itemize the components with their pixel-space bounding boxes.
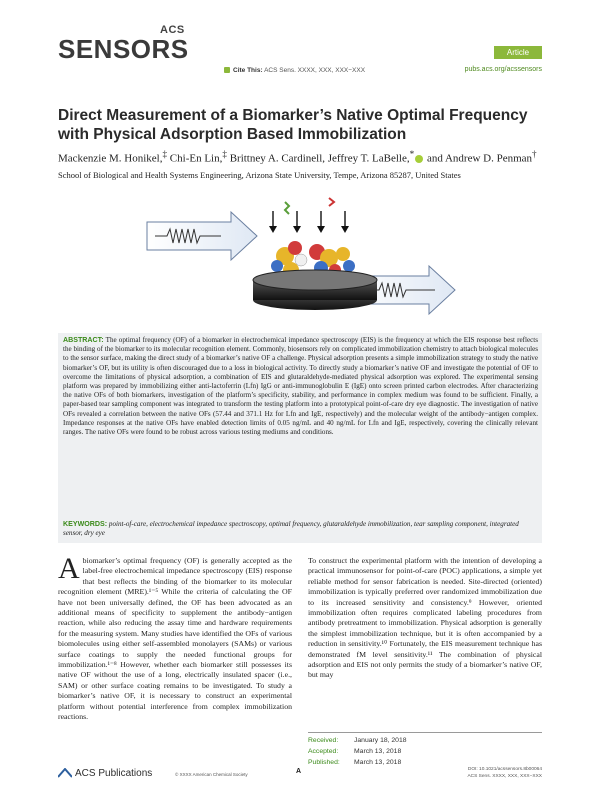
doi-block [467, 767, 542, 780]
author-mark: † [532, 149, 537, 159]
cite-this[interactable] [224, 67, 365, 74]
abstract-label: ABSTRACT: [63, 336, 104, 344]
author-name[interactable]: Mackenzie M. Honikel, [58, 152, 163, 165]
date-label: Published: [308, 759, 340, 766]
cite-text: ACS Sens. XXXX, XXX, XXX−XXX [264, 67, 366, 74]
author-name[interactable]: and Andrew D. Penman [426, 152, 533, 165]
body-column-right [308, 556, 542, 681]
footer-citation: ACS Sens. XXXX, XXX, XXX−XXX [467, 773, 542, 779]
body-column-left [58, 552, 292, 723]
acs-logo-icon [58, 768, 72, 778]
antigen-arrows [269, 198, 349, 233]
body-paragraph: To construct the experimental platform with the intention of developing a practical immunosensor for point-of-care (POC) applications, a simple yet reliable method for sensor fabrication is needed. Site-directed (oriented) immobilization is typically preferred over randomized immobilization due to its increased sensitivity and consistency.⁹ However, oriented immobilization often requires complicated labeling procedures from antibody pretreatment to immobilization. Physical adsorption is generally the simplest immobilization technique, but it is often accompanied by a reduction in sensitivity.¹⁰ Fortunately, the EIS measurement technique has demonstrated fM level sensitivity.¹¹ The combination of physical adsorption and EIS not only permits the study of a biomarker’s native OF, but may [308, 556, 542, 680]
author-mark: * [409, 149, 415, 159]
date-label: Accepted: [308, 748, 339, 755]
journal-url-link[interactable]: pubs.acs.org/acssensors [464, 66, 542, 73]
journal-logo [58, 24, 189, 72]
author-mark: ‡ [162, 149, 168, 159]
logo-acs-text: ACS [160, 24, 185, 36]
date-label: Received: [308, 737, 339, 744]
abstract-text [63, 336, 538, 437]
toc-graphic [145, 196, 457, 316]
keywords-label: KEYWORDS: [63, 520, 108, 528]
date-value: March 13, 2018 [354, 759, 402, 766]
keywords [63, 520, 538, 538]
date-value: March 13, 2018 [354, 748, 402, 755]
author-mark: ‡ [222, 149, 227, 159]
doi-link[interactable]: DOI: 10.1021/acssensors.8b00064 [467, 767, 542, 772]
article-type-badge: Article [494, 46, 542, 59]
publication-dates [308, 732, 542, 768]
copyright: © XXXX American Chemical Society [175, 772, 248, 777]
orcid-icon[interactable] [415, 155, 423, 163]
logo-sensors-text: SENSORS [58, 34, 189, 64]
date-row [308, 746, 542, 757]
author-name[interactable]: Brittney A. Cardinell, Jeffrey T. LaBelle, [229, 152, 410, 165]
cite-icon [224, 67, 230, 73]
affiliation: School of Biological and Health Systems Engineering, Arizona State University, Tempe, Arizona 85287, United States [58, 170, 461, 180]
date-value: January 18, 2018 [354, 737, 407, 744]
publisher-name: ACS Publications [75, 768, 153, 779]
date-row [308, 735, 542, 746]
input-signal-arrow [147, 212, 257, 260]
author-name[interactable]: Chi-En Lin, [169, 152, 223, 165]
page-number: A [296, 768, 302, 775]
publisher-logo[interactable] [58, 768, 152, 779]
body-paragraph: biomarker’s optimal frequency (OF) is generally accepted as the label-free electrochemical impedance spectroscopy (EIS) response that best reflects the binding of the biomarker to its molecular recognition element (MRE).¹⁻⁵ While the criteria of calculating the OF have not been universally defined, the OF has been advocated as an additional means of specificity to supplement the antibody−antigen reaction, while also reducing the assay time and hardware requirements for the measuring system. Many studies have identified the OFs of various biomolecules using either self-assembled monolayers (SAMs) or various surface coatings to supply the needed functional groups for immobilization.¹⁻⁸ However, whether each biomarker still possesses its native OF without the use of a long, electrically insulated spacer (i.e., SAM) or other surface coating remains to be investigated. To study a biomarker’s native OF, it is necessary to construct an experimental platform without potential interference from complex immobilization reactions. [58, 556, 292, 722]
abstract-body: The optimal frequency (OF) of a biomarker in electrochemical impedance spectroscopy (EIS) is the frequency at which the EIS response best reflects the binding of the biomarker to its molecular recognition element. Commonly, biosensors rely on complicated immobilization chemistry to attach biological molecules to the sensor surface, making the direct study of a biomarker’s native OF a challenge. Physical adsorption presents a simple immobilization strategy to study the native biomarker’s OF, but its utility is often discouraged due to a loss in biological activity. To directly study a biomarker’s native OF and investigate the potential of OF to overcome the limitations of physical adsorption, a combination of EIS and glutaraldehyde-mediated physical adsorption was explored. The experimental sensing platform was prepared by immobilizing either anti-lactoferrin (Lfn) IgG or anti-immunoglobulin E (IgE) onto screen printed carbon electrodes. After characterizing the native OFs of both biomarkers, investigation of the platform’s specificity, stability, and performance in complex medium was found to be sufficient. Finally, a paper-based tear sampling component was integrated to transform the testing platform into a prototypical point-of-care dry eye diagnostic. The investigation of native OFs revealed a correlation between the native OFs (57.44 and 371.1 Hz for Lfn and IgE, respectively) and the molecular weight of the antibody−antigen complex. Impedance responses at the native OFs have enabled detection limits of 0.05 ng/mL and 40 ng/mL for Lfn and IgE, respectively, covering the clinically relevant ranges. The native OFs were found to be robust across various testing mediums and conditions. [63, 336, 538, 437]
electrode-disk [253, 270, 377, 310]
cite-label: Cite This: [233, 67, 263, 74]
drop-cap: A [58, 552, 80, 585]
keywords-list: point-of-care, electrochemical impedance spectroscopy, optimal frequency, glutaraldehyde immobilization, tear sampling component, integrated sensor, dry eye [63, 520, 519, 538]
author-list [58, 149, 578, 165]
paper-title: Direct Measurement of a Biomarker’s Native Optimal Frequency with Physical Adsorption Based Immobilization [58, 107, 528, 143]
